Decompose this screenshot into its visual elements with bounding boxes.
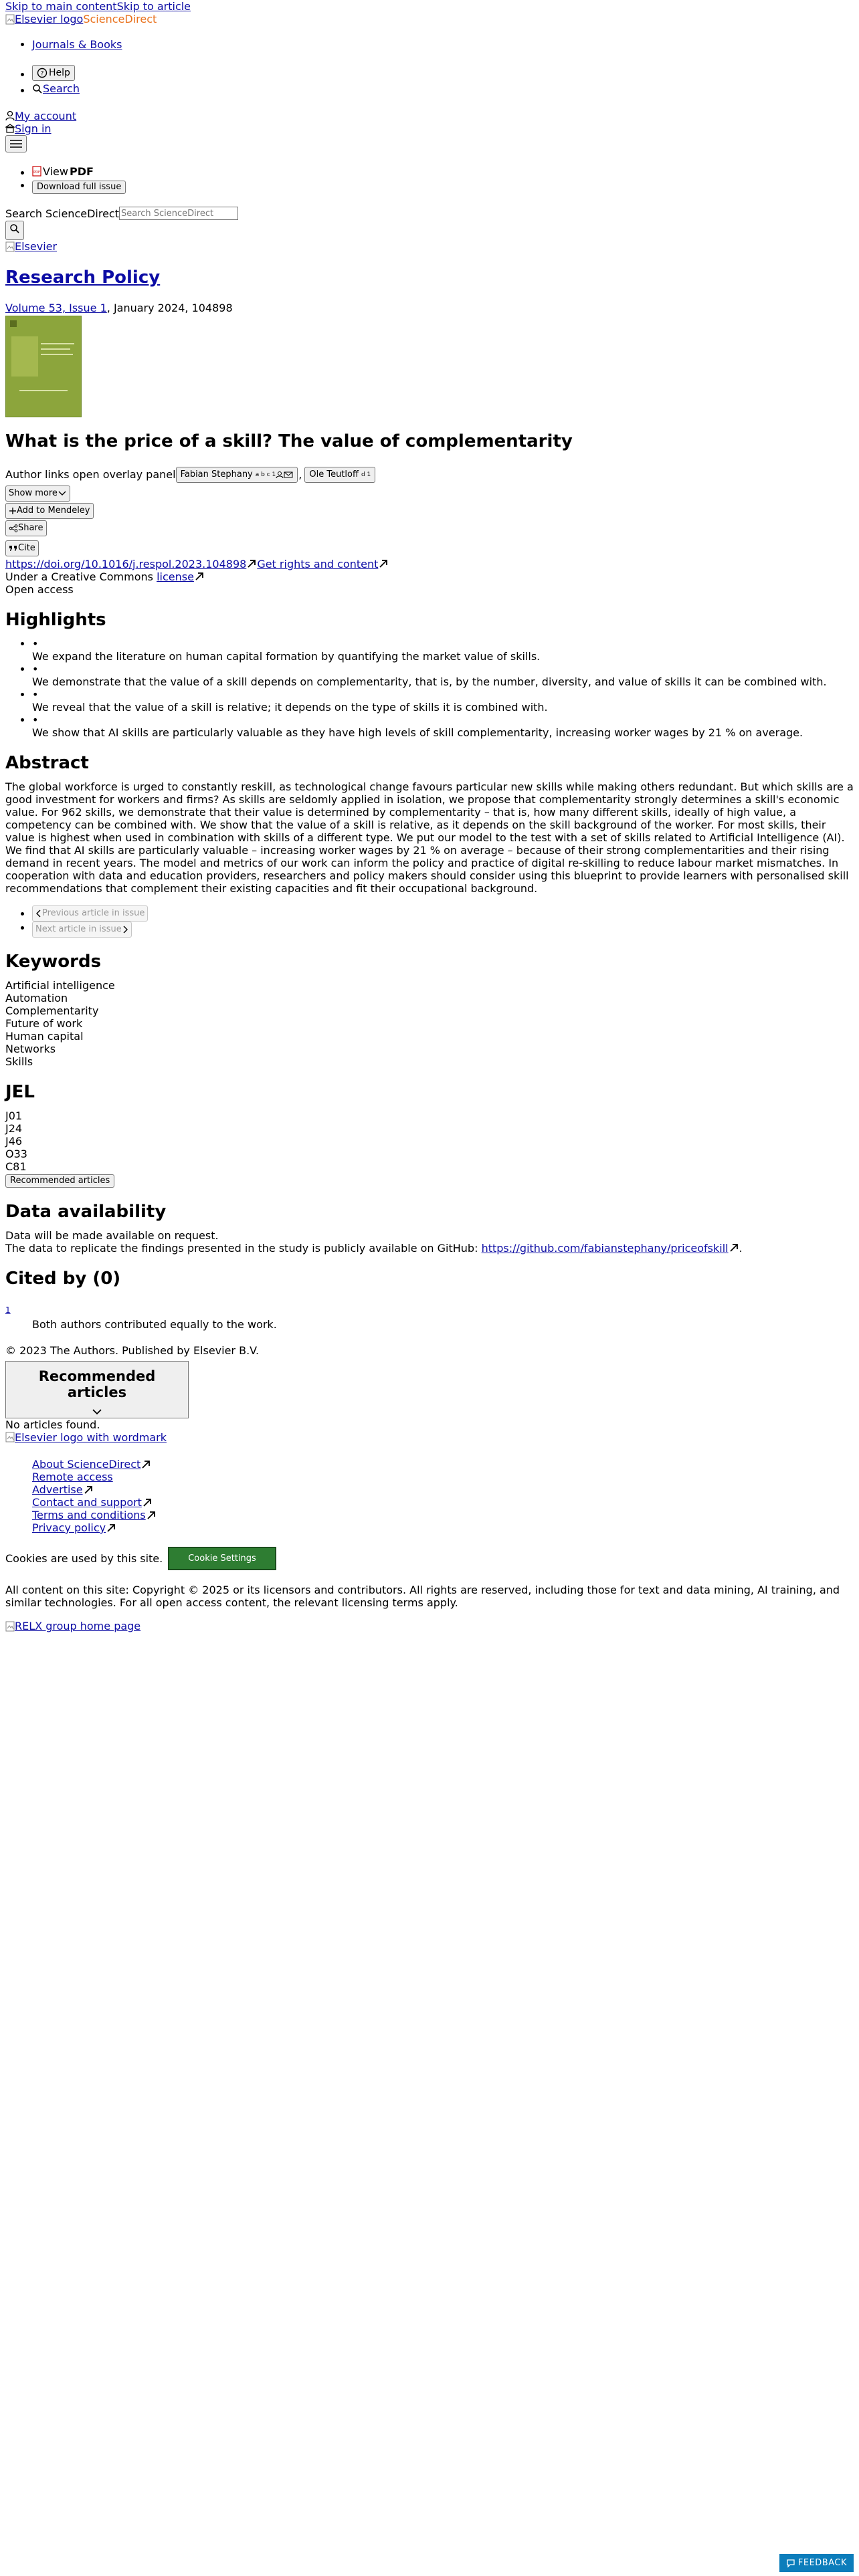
issue-date: , January 2024, 104898 (106, 301, 233, 314)
doi-link[interactable]: https://doi.org/10.1016/j.respol.2023.104898 (5, 557, 247, 570)
jel-code: J01 (5, 1109, 23, 1122)
share-icon (9, 524, 18, 532)
volume-issue-link[interactable]: Volume 53, Issue 1 (5, 301, 107, 314)
highlight-bullet: • • (32, 713, 39, 726)
cookie-row (5, 1547, 854, 1570)
data-availability-heading: Data availability (5, 1201, 167, 1222)
author-separator: , (298, 468, 302, 481)
pager-item (32, 922, 854, 938)
article-toolbar (5, 165, 854, 195)
legal-text: All content on this site: Copyright © 2025 or its licensors and contributors. All rights are reserved, including those for text and data mining, AI training, and similar technologies. For all open access content, the relevant licensing terms apply. (5, 1584, 840, 1609)
chevron-down-icon (90, 1408, 104, 1417)
open-access-badge: Open access (5, 582, 74, 596)
previous-article-label: • Previous article in issue (42, 907, 145, 918)
data-availability-suffix: . (739, 1241, 743, 1255)
cookies-text: Cookies are used by this site. (5, 1552, 163, 1565)
cookie-settings-button[interactable]: Cookie Settings (168, 1547, 276, 1570)
highlight-text: We reveal that the value of a skill is relative; it depends on the type of skills it is combined with. (32, 700, 548, 714)
jel-code: J24 (5, 1121, 23, 1135)
search-link[interactable] (32, 82, 80, 95)
feedback-label: FEEDBACK (797, 2558, 847, 2568)
footer-link-remote-access[interactable]: Remote access (32, 1471, 113, 1483)
license-link[interactable]: license (157, 570, 194, 583)
highlight-item (32, 663, 854, 688)
broken-image-icon (5, 241, 15, 252)
user-icon (5, 110, 15, 121)
feedback-button[interactable] (779, 2554, 854, 2572)
external-link-icon (140, 1459, 151, 1470)
elsevier-alt: Elsevier (15, 240, 58, 253)
my-account-link[interactable] (5, 110, 854, 122)
keyword: Future of work (5, 1016, 83, 1030)
search-label: Search ScienceDirect (5, 207, 119, 220)
institution-icon (5, 123, 15, 134)
nav-item-journals (32, 38, 854, 51)
skip-links (5, 0, 854, 13)
show-more-button[interactable] (5, 486, 70, 502)
data-availability-prefix: The data to replicate the findings presented in the study is publicly available on GitHub: (5, 1241, 482, 1255)
keyword: Skills (5, 1055, 33, 1068)
keyword: Artificial intelligence (5, 978, 115, 992)
cover-logo (10, 320, 17, 327)
primary-nav (5, 38, 854, 51)
add-to-mendeley-label: Add to Mendeley (17, 505, 90, 516)
skip-to-main-link[interactable]: Skip to main content (5, 0, 117, 13)
toolbar-item-download (32, 179, 854, 194)
sign-in-label: Sign in (15, 122, 52, 135)
chevron-down-icon (58, 490, 67, 498)
journal-title-link[interactable]: Research Policy (5, 267, 161, 288)
footer-link-item (32, 1496, 854, 1509)
cite-label: Cite (18, 542, 35, 553)
svg-text:?: • ? (40, 70, 44, 78)
abstract-text: The global workforce is urged to constantly reskill, as technological change favours particular new skills while making others redundant. But which skills are a good investment for workers and firms? As skills are seldomly applied in isolation, we propose that complementarity strongly determines a skill's economic value. For 962 skills, we demonstrate that their value is determined by complementarity – that is, how many different skills, ideally of high value, a competency can be combined with. We show that the value of a skill is relative, as it depends on the skill background of the worker. For most skills, their value is highest when used in combination with skills of a different type. We put our model to the test with a set of skills related to Artificial Intelligence (AI). We find that AI skills are particularly valuable – increasing worker wages by 21 % on average – because of their strong complementarities and their rising demand in recent years. The model and metrics of our work can inform the policy and practice of digital re-skilling to reduce labour market mismatches. In cooperation with data and education providers, researchers and policy makers should consider using this blueprint to provide learners with personalised skill recommendations that complement their existing capacities and fit their occupational background. (5, 780, 854, 895)
highlight-item (32, 714, 854, 739)
share-label: Share (18, 522, 43, 533)
hamburger-icon (9, 138, 23, 149)
pdf-label: PDF (69, 165, 94, 178)
site-header (5, 13, 854, 152)
keywords-heading: Keywords (5, 951, 102, 972)
highlight-text: We expand the literature on human capital formation by quantifying the market value of skills. (32, 649, 541, 663)
publisher-logo (5, 240, 854, 255)
author-links-label: Author links open overlay panel (5, 468, 176, 481)
search-input[interactable] (119, 207, 238, 220)
pdf-icon (32, 166, 41, 177)
doi-row (5, 558, 854, 570)
sign-in-link[interactable] (5, 122, 854, 135)
search-form (5, 207, 854, 220)
relx-alt: RELX group home page (15, 1620, 141, 1632)
cover-band (11, 336, 38, 377)
footer-link-advertise[interactable]: Advertise (32, 1483, 83, 1496)
account-area (5, 110, 854, 152)
search-icon (32, 84, 43, 94)
footer-link-item (32, 1458, 854, 1471)
article-title: What is the price of a skill? The value of complementarity (5, 431, 573, 451)
cite-button[interactable] (5, 540, 39, 556)
jel-list (5, 1109, 854, 1173)
highlight-item (32, 688, 854, 714)
footer-link-privacy[interactable]: Privacy policy (32, 1521, 106, 1534)
relx-link[interactable] (5, 1620, 140, 1632)
footer-link-contact[interactable]: Contact and support (32, 1496, 142, 1509)
share-button[interactable] (5, 520, 47, 536)
keyword: Automation (5, 991, 68, 1004)
keyword: Networks (5, 1042, 56, 1055)
toolbar-item-pdf (32, 165, 854, 180)
recommended-heading: Recommended articles (38, 1368, 156, 1400)
help-icon (37, 68, 47, 78)
cited-by-heading: Cited by (0) (5, 1268, 121, 1289)
nav-item-search (32, 82, 854, 97)
brand-row (5, 13, 854, 25)
elsevier-logo-link[interactable] (5, 13, 83, 25)
sciencedirect-wordmark: ScienceDirect (83, 13, 157, 25)
view-label: View (43, 165, 68, 178)
footer (5, 1431, 854, 1634)
broken-image-icon (5, 1621, 15, 1632)
external-link-icon (146, 1510, 157, 1521)
author-affiliations: d 1 (361, 471, 371, 478)
footer-link-item (32, 1521, 854, 1534)
envelope-icon (284, 471, 293, 479)
keyword: Complementarity (5, 1004, 99, 1017)
github-link[interactable]: https://github.com/fabianstephany/priceofskill (481, 1241, 729, 1255)
footer-logo-alt: Elsevier logo with wordmark (15, 1430, 167, 1444)
footer-link-about[interactable]: About ScienceDirect (32, 1458, 141, 1471)
speech-bubble-icon (786, 2559, 795, 2568)
highlights-heading: Highlights (5, 609, 106, 630)
author-list (5, 467, 854, 483)
previous-article-button[interactable] (32, 905, 148, 922)
footnote-text: Both authors contributed equally to the work. (32, 1317, 277, 1331)
author-name: Ole Teutloff (309, 469, 359, 479)
show-more-label: Show more (9, 488, 58, 498)
journal-cover-image[interactable] (5, 316, 82, 417)
cover-line (41, 348, 70, 350)
recommended-empty: No articles found. (5, 1418, 100, 1431)
skip-to-article-link[interactable]: Skip to article (116, 0, 191, 13)
highlights-list (5, 637, 854, 739)
jel-code: O33 (5, 1147, 27, 1160)
view-pdf-link[interactable] (32, 165, 94, 178)
next-article-label: • Next article in issue (35, 924, 122, 934)
license-prefix: Under a Creative Commons (5, 570, 157, 583)
footer-link-item (32, 1483, 854, 1496)
footnote-marker-link[interactable]: 1 (5, 1305, 11, 1315)
highlight-bullet: • • (32, 637, 39, 650)
footer-link-terms[interactable]: Terms and conditions (32, 1509, 146, 1521)
external-link-icon (378, 558, 389, 569)
highlight-bullet: • • (32, 687, 39, 701)
menu-button[interactable] (5, 135, 27, 152)
journals-books-link[interactable]: Journals & Books (32, 38, 122, 51)
external-link-icon (106, 1523, 116, 1533)
keyword: Human capital (5, 1029, 84, 1043)
external-link-icon (729, 1243, 739, 1253)
chevron-right-icon (122, 926, 128, 934)
utility-nav (5, 64, 854, 97)
help-label: Help (49, 68, 70, 78)
license-row (5, 570, 854, 583)
broken-image-icon (5, 1432, 15, 1442)
search-icon (9, 223, 20, 234)
copyright-notice: © 2023 The Authors. Published by Elsevier B.V. (5, 1344, 260, 1357)
nav-item-help (32, 64, 854, 82)
author-button-2[interactable] (304, 467, 375, 483)
cover-line (41, 343, 74, 344)
next-article-button[interactable] (32, 922, 132, 938)
author-affiliations: a b c 1 (255, 471, 276, 478)
footer-links (5, 1458, 854, 1534)
highlight-bullet: • • (32, 662, 39, 675)
footer-elsevier-logo-link[interactable] (5, 1431, 167, 1444)
chevron-left-icon (35, 909, 42, 918)
highlight-item (32, 637, 854, 663)
external-link-icon (246, 558, 257, 569)
author-button-1[interactable] (176, 467, 298, 483)
data-availability-line-1: Data will be made available on request. (5, 1228, 219, 1242)
data-availability-line-2 (5, 1242, 854, 1255)
abstract-heading: Abstract (5, 752, 89, 773)
article-pager (5, 905, 854, 938)
plus-icon (9, 507, 17, 515)
cover-line (19, 390, 68, 391)
external-link-icon (142, 1497, 153, 1508)
recommended-articles-toggle[interactable] (5, 1361, 189, 1418)
recommended-articles-jump-button[interactable]: Recommended articles (5, 1174, 114, 1188)
search-submit-button[interactable] (5, 221, 24, 240)
footnote (5, 1303, 854, 1331)
get-rights-link[interactable]: Get rights and content (257, 557, 379, 570)
elsevier-link[interactable] (5, 240, 57, 253)
svg-text:PDF: • PDF (33, 171, 40, 175)
help-button[interactable] (32, 65, 75, 81)
pager-item (32, 905, 854, 922)
search-link-label: • Search (43, 82, 80, 95)
quote-icon (9, 544, 18, 552)
jel-heading: JEL (5, 1081, 35, 1102)
journal-issue (5, 302, 854, 314)
footer-link-item (32, 1471, 854, 1483)
elsevier-logo-alt: Elsevier logo (15, 13, 84, 25)
jel-code: J46 (5, 1134, 23, 1148)
footer-link-item (32, 1509, 854, 1521)
keywords-list (5, 979, 854, 1068)
highlight-text: We demonstrate that the value of a skill depends on complementarity, that is, by the number, diversity, and value of skills it can be combined with. (32, 675, 827, 688)
broken-image-icon (5, 14, 15, 25)
highlight-text: We show that AI skills are particularly valuable as they have high levels of skill complementarity, increasing worker wages by 21 % on average. (32, 726, 803, 739)
cover-line (41, 354, 73, 355)
author-name: Fabian Stephany (180, 469, 253, 479)
download-full-issue-button[interactable]: Download full issue (32, 181, 126, 194)
person-icon (276, 471, 284, 479)
external-link-icon (194, 571, 205, 582)
jel-code: C81 (5, 1160, 27, 1173)
my-account-label: My account (15, 109, 77, 122)
add-to-mendeley-button[interactable] (5, 503, 94, 519)
external-link-icon (83, 1485, 94, 1495)
